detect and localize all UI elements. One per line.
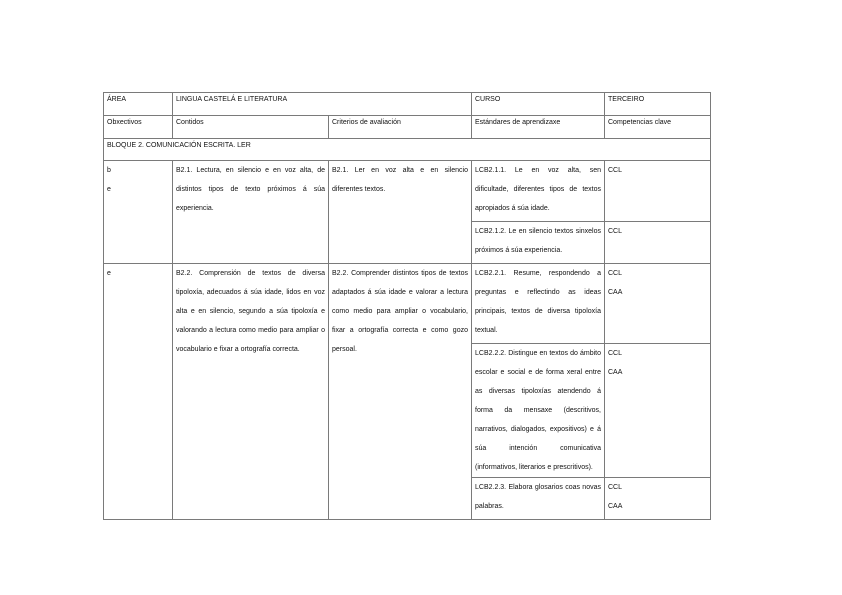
table-row (104, 161, 711, 222)
objectives-cell (104, 264, 173, 520)
standard-cell: LCB2.2.3. Elabora glosarios coas novas palabras. (472, 478, 605, 520)
col-header-competences: Competencias clave (605, 116, 711, 139)
competence-item: CCL (608, 350, 623, 357)
competences-cell (605, 222, 711, 264)
section-title: BLOQUE 2. COMUNICACIÓN ESCRITA. LER (104, 139, 711, 161)
criterion-cell: B2.2. Comprender distintos tipos de textos adaptados á súa idade e valorar a lectura como medio para ampliar o vocabulario, fixar a ortografía correcta e como gozo persoal. (329, 264, 472, 520)
objective-item: b (107, 167, 111, 174)
content-cell: B2.2. Comprensión de textos de diversa tipoloxía, adecuados á súa idade, lidos en voz alta e en silencio, segundo a súa tipoloxía e valorando a lectura como medio para ampliar o vocabulario e fixar a ortografía correcta. (173, 264, 329, 520)
column-header-row (104, 116, 711, 139)
objective-item: e (107, 186, 111, 193)
col-header-contents: Contidos (173, 116, 329, 139)
competences-cell (605, 161, 711, 222)
competence-item: CCL (608, 484, 623, 491)
competences-cell (605, 264, 711, 344)
competence-item: CCL (608, 270, 623, 277)
criterion-cell: B2.1. Ler en voz alta e en silencio diferentes textos. (329, 161, 472, 264)
section-row (104, 139, 711, 161)
area-value: LINGUA CASTELÁ E LITERATURA (173, 93, 472, 116)
competence-item: CAA (608, 369, 623, 376)
competences-cell (605, 478, 711, 520)
standard-cell: LCB2.2.1. Resume, respondendo a preguntas e reflectindo as ideas principais, textos de diversa tipoloxía textual. (472, 264, 605, 344)
competences-cell (605, 344, 711, 478)
col-header-standards: Estándares de aprendizaxe (472, 116, 605, 139)
curriculum-table (103, 92, 711, 520)
col-header-criteria: Criterios de avaliación (329, 116, 472, 139)
standard-cell: LCB2.1.1. Le en voz alta, sen dificultade, diferentes tipos de textos apropiados á súa idade. (472, 161, 605, 222)
competence-item: CCL (608, 228, 623, 235)
header-row-area (104, 93, 711, 116)
curso-value: TERCEIRO (605, 93, 711, 116)
standard-cell: LCB2.1.2. Le en silencio textos sinxelos próximos á súa experiencia. (472, 222, 605, 264)
table-row (104, 264, 711, 344)
objective-item: e (107, 270, 111, 277)
col-header-objectives: Obxectivos (104, 116, 173, 139)
competence-item: CCL (608, 167, 623, 174)
standard-cell: LCB2.2.2. Distingue en textos do ámbito escolar e social e de forma xeral entre as diversas tipoloxías atendendo á forma da mensaxe (descritivos, narrativos, dialogados, expositivos) e á súa intención comunicativa (informativos, literarios e prescritivos). (472, 344, 605, 478)
area-label: ÁREA (104, 93, 173, 116)
objectives-cell (104, 161, 173, 264)
curso-label: CURSO (472, 93, 605, 116)
content-cell: B2.1. Lectura, en silencio e en voz alta, de distintos tipos de texto próximos á súa experiencia. (173, 161, 329, 264)
competence-item: CAA (608, 289, 623, 296)
competence-item: CAA (608, 503, 623, 510)
